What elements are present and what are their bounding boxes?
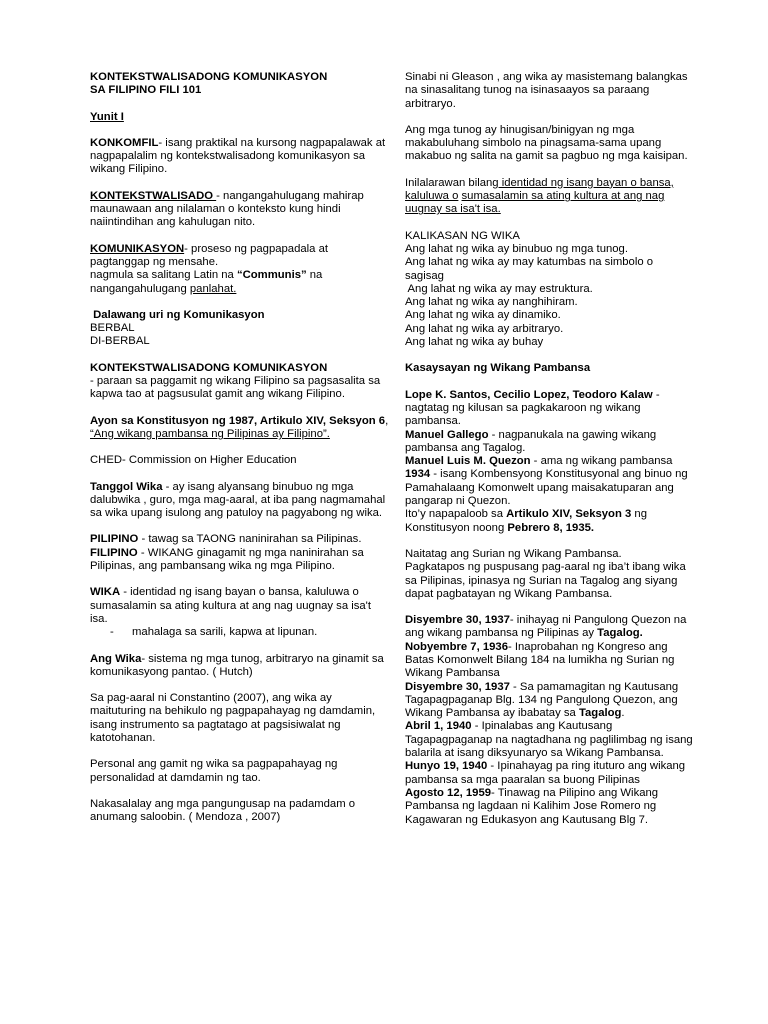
kalikasan-item: Ang lahat ng wika ay binubuo ng mga tunog.	[405, 242, 628, 255]
pilipino-filipino-definitions: PILIPINO - tawag sa TAONG naninirahan sa Pilipinas. FILIPINO - WIKANG ginagamit ng mga naninirahan sa Pilipinas, ang pambansang wika ng mga Pilipino.	[90, 533, 364, 573]
tanggol-wika-definition: Tanggol Wika - ay isang alyansang binubuo ng mga dalubwika , guro, mga mag-aaral, at iba pang nagmamahal sa wika upang isulong ang patuloy na pagyabong ng wika.	[90, 480, 386, 520]
constantino-paragraph: Sa pag-aaral ni Constantino (2007), ang wika ay maituturing na behikulo ng pagpapahayag ng damdamin, isang instrumento sa pagtatago at pagsisiwalat ng katotohanan.	[90, 692, 376, 744]
wika-bullet: - mahalaga sa sarili, kapwa at lipunan.	[110, 626, 318, 639]
ang-wika-definition: Ang Wika- sistema ng mga tunog, arbitraryo na ginamit sa komunikasyong pantao. ( Hutch)	[90, 652, 384, 678]
inilalarawan-paragraph: Inilalarawan bilang identidad ng isang bayan o bansa, kaluluwa o sumasalamin sa ating kultura at ang nag uugnay sa isa't isa.	[405, 176, 674, 216]
kasaysayan-title: Kasaysayan ng Wikang Pambansa	[405, 362, 591, 375]
konstitusyon-quote: Ayon sa Konstitusyon ng 1987, Artikulo XIV, Seksyon 6, “Ang wikang pambansa ng Pilipinas ay Filipino”.	[90, 414, 389, 440]
kontekstwalisado-definition: KONTEKSTWALISADO - nangangahulugang mahirap maunawaan ang nilalaman o konteksto kung hindi naiintindihan ang kahulugan nito.	[90, 189, 364, 229]
unit-heading: Yunit I	[90, 110, 124, 123]
nakasalalay-paragraph: Nakasalalay ang mga pangungusap na padamdam o anumang saloobin. ( Mendoza , 2007)	[90, 797, 356, 824]
gleason-paragraph: Sinabi ni Gleason , ang wika ay masistemang balangkas na sinasalitang tunog na isinasaayos sa paraang arbitraryo.	[405, 71, 688, 110]
kalikasan-item: Ang lahat ng wika ay dinamiko.	[405, 309, 561, 322]
komunikasyon-definition: KOMUNIKASYON- proseso ng pagpapadala at pagtanggap ng mensahe. nagmula sa salitang Latin na “Communis” na nangangahulugang panlahat.	[90, 242, 328, 295]
left-column	[90, 71, 390, 837]
kalikasan-item: Ang lahat ng wika ay arbitraryo.	[405, 322, 564, 335]
personal-paragraph: Personal ang gamit ng wika sa pagpapahayag ng personalidad at damdamin ng tao.	[90, 758, 338, 784]
kasaysayan-timeline-1: Lope K. Santos, Cecilio Lopez, Teodoro Kalaw - nagtatag ng kilusan sa pagkakaroon ng wikang pambansa. Manuel Gallego - nagpanukala na gawing wikang pambansa ang Tagalog. Manuel Luis M. Quezon - ama ng wikang pambansa 1934 - isang Kombensyong Konstitusyonal ang binuo ng Pamahalaang Komonwelt upang maisakatuparan ang pangarap ni Quezon. Ito’y napapaloob sa Artikulo XIV, Seksyon 3 ng Konstitusyon noong Pebrero 8, 1935.	[405, 388, 688, 534]
kalikasan-section	[405, 230, 695, 350]
konkomfil-definition: KONKOMFIL- isang praktikal na kursong nagpapalawak at nagpapalalim ng kontekstwalisadong komunikasyon sa wikang Filipino.	[90, 136, 386, 176]
kontekstwalisadong-komunikasyon-definition: KONTEKSTWALISADONG KOMUNIKASYON - paraan sa paggamit ng wikang Filipino sa pagsasalita sa kapwa tao at pagsusulat gamit ang wikang Filipino.	[90, 361, 381, 401]
ched-note: CHED- Commission on Higher Education	[90, 454, 297, 467]
right-column	[405, 71, 695, 840]
kalikasan-item: Ang lahat ng wika ay may katumbas na simbolo o sagisag	[405, 256, 654, 282]
surian-paragraph: Naitatag ang Surian ng Wikang Pambansa. Pagkatapos ng puspusang pag-aaral ng iba’t ibang wika sa Pilipinas, ipinasya ng Surian na Tagalog ang siyang dapat pagbatayan ng Wikang Pambansa.	[405, 547, 686, 600]
kalikasan-item: Ang lahat ng wika ay buhay	[405, 336, 544, 349]
kalikasan-title: KALIKASAN NG WIKA	[405, 229, 520, 242]
communication-types: Dalawang uri ng Komunikasyon BERBAL DI-BERBAL	[90, 308, 265, 348]
kalikasan-item: Ang lahat ng wika ay may estruktura.	[405, 282, 593, 295]
kalikasan-item: Ang lahat ng wika ay nanghihiram.	[405, 296, 578, 309]
document-title: KONTEKSTWALISADONG KOMUNIKASYON SA FILIPINO FILI 101	[90, 71, 328, 97]
kasaysayan-timeline-2: Disyembre 30, 1937- inihayag ni Pangulong Quezon na ang wikang pambansa ng Pilipinas ay Tagalog. Nobyembre 7, 1936- Inaprobahan ng Kongreso ang Batas Komonwelt Bilang 184 na lumikha ng Surian ng Wikang Pambansa Disyembre 30, 1937 - Sa pamamagitan ng Kautusang Tagapagpaganap Blg. 134 ng Pangulong Quezon, ang Wikang Pambansa ay ibabatay sa Tagalog. Abril 1, 1940 - Ipinalabas ang Kautusang Tagapagpaganap na nagtadhana ng paglilimbag ng isang balarila at isang diksyunaryo sa Wikang Pambansa. Hunyo 19, 1940 - Ipinahayag pa ring ituturo ang wikang pambansa sa mga paaralan sa buong Pilipinas Agosto 12, 1959- Tinawag na Pilipino ang Wikang Pambansa ng lagdaan ni Kalihim Jose Romero ng Kagawaran ng Edukasyon ang Kautusang Blg 7.	[405, 614, 693, 826]
tunog-paragraph: Ang mga tunog ay hinugisan/binigyan ng mga makabuluhang simbolo na pinagsama-sama upang makabuo ng salita na gamit sa pagbuo ng mga kaisipan.	[405, 123, 688, 163]
wika-definition: WIKA - identidad ng isang bayan o bansa, kaluluwa o sumasalamin sa ating kultura at ang nag uugnay sa isa't isa.	[90, 586, 371, 625]
